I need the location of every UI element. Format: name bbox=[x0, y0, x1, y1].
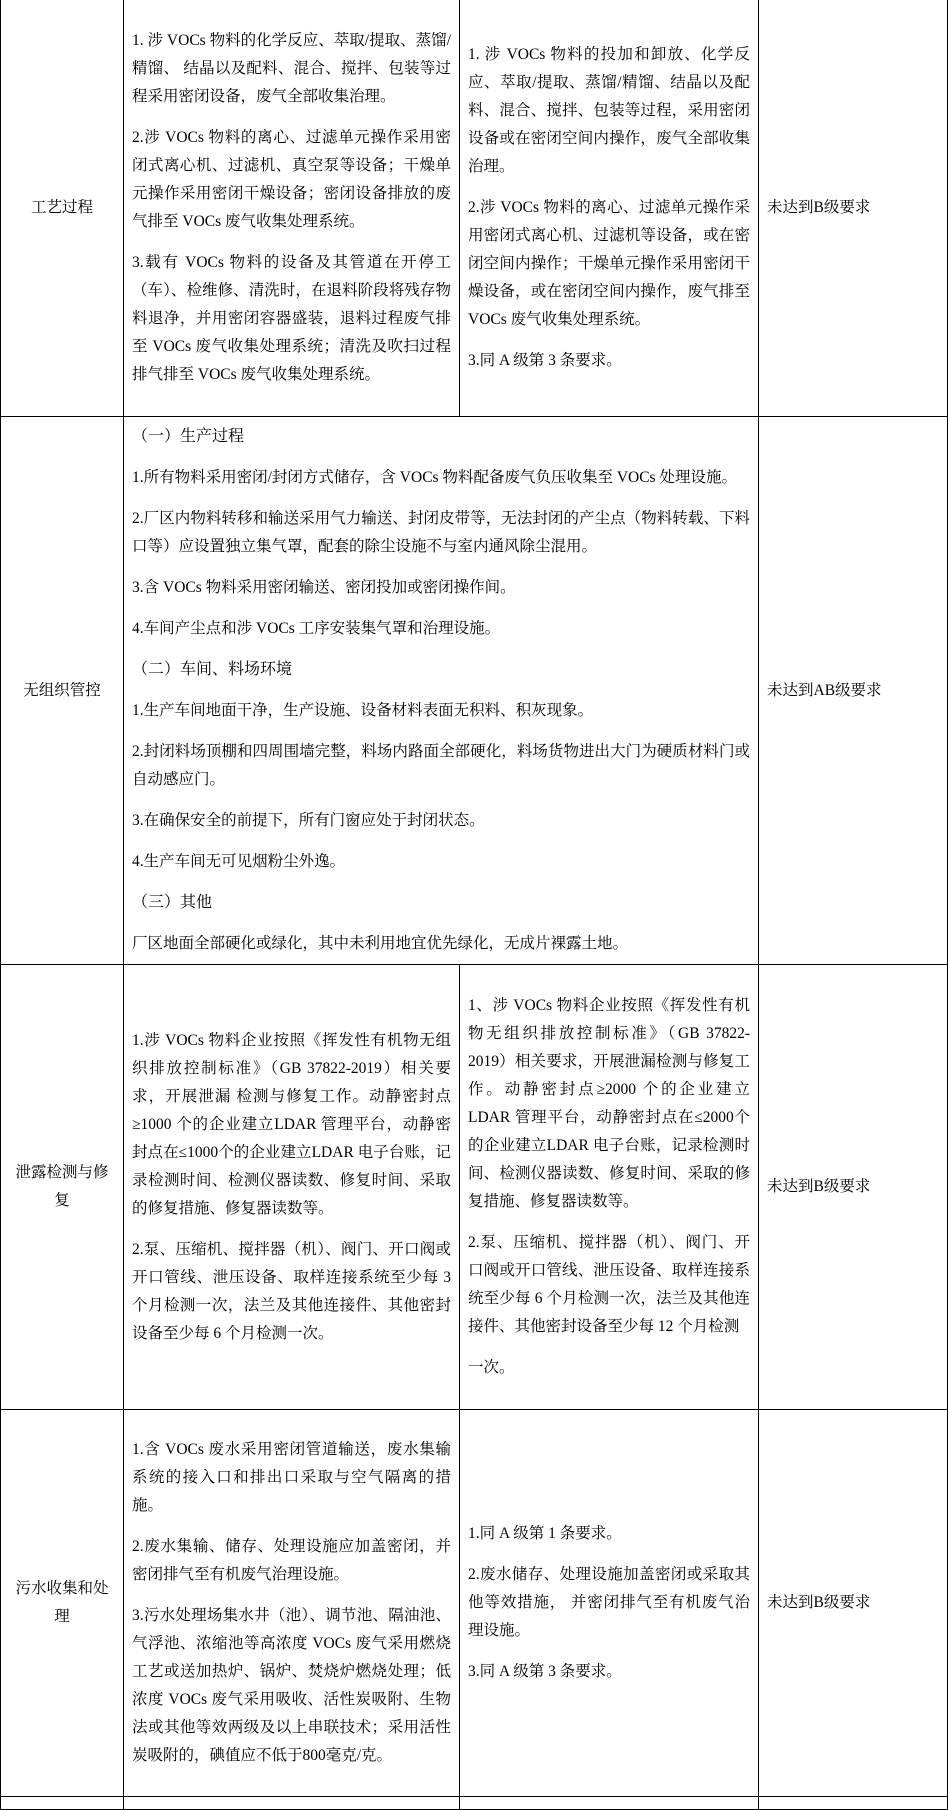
level-c-cell: 未达到B级要求 bbox=[759, 965, 948, 1410]
table-row bbox=[1, 417, 948, 965]
requirement-item: 厂区地面全部硬化或绿化，其中未利用地宜优先绿化，无成片裸露土地。 bbox=[132, 935, 629, 952]
requirement-item: 1. 涉 VOCs 物料的投加和卸放、化学反应、萃取/提取、蒸馏/精馏、结晶以及配料、混合、搅拌、包装等过程，采用密闭设备或在密闭空间内操作，废气全部收集治理。 bbox=[468, 46, 750, 175]
section-heading: （一）生产过程 bbox=[132, 428, 245, 445]
level-b-cell bbox=[460, 0, 759, 417]
merged-requirements-cell bbox=[124, 417, 759, 965]
level-b-cell bbox=[460, 965, 759, 1410]
requirement-item: 1.含 VOCs 废水采用密闭管道输送，废水集输系统的接入口和排出口采取与空气隔离的措施。 bbox=[132, 1441, 451, 1514]
requirement-item: 1.所有物料采用密闭/封闭方式储存，含 VOCs 物料配备废气负压收集至 VOCs 处理设施。 bbox=[132, 469, 737, 486]
requirement-item: 3.污水处理场集水井（池）、调节池、隔油池、气浮池、浓缩池等高浓度 VOCs 废气采用燃烧工艺或送加热炉、锅炉、焚烧炉燃烧处理；低浓度 VOCs 废气采用吸收、活性炭吸附、生物法或其他等效两级及以上串联技术；采用活性炭吸附的，碘值应不低于800毫克/克。 bbox=[132, 1607, 451, 1764]
empty-cell bbox=[1, 1797, 124, 1810]
requirement-item: 2.涉 VOCs 物料的离心、过滤单元操作采用密闭式离心机、过滤机、真空泵等设备；干燥单元操作采用密闭干燥设备；密闭设备排放的废气排至 VOCs 废气收集处理系统。 bbox=[132, 129, 451, 230]
requirement-item: 1. 涉 VOCs 物料的化学反应、萃取/提取、蒸馏/精馏、 结晶以及配料、混合、搅拌、包装等过程采用密闭设备，废气全部收集治理。 bbox=[132, 32, 451, 105]
requirement-item: 1.生产车间地面干净，生产设施、设备材料表面无积料、积灰现象。 bbox=[132, 702, 594, 719]
requirement-item: 4.车间产尘点和涉 VOCs 工序安装集气罩和治理设施。 bbox=[132, 620, 501, 637]
level-c-cell: 未达到AB级要求 bbox=[759, 417, 948, 965]
table-row bbox=[1, 1410, 948, 1797]
requirement-item: 1、涉 VOCs 物料企业按照《挥发性有机物无组织排放控制标准》（GB 37822-2019）相关要求，开展泄漏检测与修复工作。动静密封点≥2000 个的企业建立LDAR 管理平台，动静密封点在≤2000个的企业建立LDAR 电子台账，记录检测时间、检测仪器读数、修复时间、采取的修复措施、修复器读数等。 bbox=[468, 997, 750, 1210]
level-a-cell bbox=[124, 965, 460, 1410]
requirement-item: 3.同 A 级第 3 条要求。 bbox=[468, 352, 622, 369]
table-row bbox=[1, 965, 948, 1410]
requirement-item: 1.同 A 级第 1 条要求。 bbox=[468, 1525, 622, 1542]
level-a-cell bbox=[124, 1410, 460, 1797]
table-row-partial bbox=[1, 1797, 948, 1810]
requirement-item: 4.生产车间无可见烟粉尘外逸。 bbox=[132, 853, 346, 870]
section-heading: （三）其他 bbox=[132, 894, 213, 911]
empty-cell bbox=[460, 1797, 759, 1810]
level-c-cell: 未达到B级要求 bbox=[759, 1410, 948, 1797]
requirement-item: 2.泵、压缩机、搅拌器（机）、阀门、开口阀或开口管线、泄压设备、取样连接系统至少每 3 个月检测一次，法兰及其他连接件、其他密封设备至少每 6 个月检测一次。 bbox=[132, 1240, 451, 1342]
requirement-item: 3.在确保安全的前提下，所有门窗应处于封闭状态。 bbox=[132, 812, 485, 829]
requirement-item: 2.涉 VOCs 物料的离心、过滤单元操作采用密闭式离心机、过滤机等设备，或在密闭空间内操作；干燥单元操作采用密闭干燥设备，或在密闭空间内操作，废气排至 VOCs 废气收集处理系统。 bbox=[468, 199, 750, 328]
level-b-cell bbox=[460, 1410, 759, 1797]
category-cell: 工艺过程 bbox=[1, 0, 124, 417]
empty-cell bbox=[124, 1797, 460, 1810]
level-c-cell: 未达到B级要求 bbox=[759, 0, 948, 417]
category-cell: 污水收集和处理 bbox=[1, 1410, 124, 1797]
requirement-item: 2.封闭料场顶棚和四周围墙完整，料场内路面全部硬化，料场货物进出大门为硬质材料门或自动感应门。 bbox=[132, 743, 750, 788]
requirement-item: 1.涉 VOCs 物料企业按照《挥发性有机物无组织排放控制标准》（GB 37822-2019）相关要求，开展泄漏 检测与修复工作。动静密封点≥1000 个的企业建立LDAR 管理平台，动静密封点在≤1000个的企业建立LDAR 电子台账，记录检测时间、检测仪器读数、修复时间、采取的修复措施、修复器读数等。 bbox=[132, 1031, 451, 1217]
requirement-item: 3.同 A 级第 3 条要求。 bbox=[468, 1663, 622, 1680]
level-a-cell bbox=[124, 0, 460, 417]
requirement-item: 2.泵、压缩机、搅拌器（机）、阀门、开口阀或开口管线、泄压设备、取样连接系统至少每 6 个月检测一次，法兰及其他连接件、其他密封设备至少每 12 个月检测 bbox=[468, 1234, 750, 1335]
requirement-item: 2.废水储存、处理设施加盖密闭或采取其他等效措施， 并密闭排气至有机废气治理设施。 bbox=[468, 1566, 750, 1639]
requirement-item: 2.厂区内物料转移和输送采用气力输送、封闭皮带等，无法封闭的产尘点（物料转载、下料口等）应设置独立集气罩，配套的除尘设施不与室内通风除尘混用。 bbox=[132, 510, 750, 555]
requirement-item: 3.载有 VOCs 物料的设备及其管道在开停工（车）、检维修、清洗时，在退料阶段将残存物料退净，并用密闭容器盛装，退料过程废气排至 VOCs 废气收集处理系统；清洗及吹扫过程排气排至 VOCs 废气收集处理系统。 bbox=[132, 254, 451, 383]
requirement-item: 2.废水集输、储存、处理设施应加盖密闭，并密闭排气至有机废气治理设施。 bbox=[132, 1538, 451, 1583]
empty-cell bbox=[759, 1797, 948, 1810]
category-cell: 无组织管控 bbox=[1, 417, 124, 965]
section-heading: （二）车间、料场环境 bbox=[132, 661, 293, 678]
requirement-item: 3.含 VOCs 物料采用密闭输送、密闭投加或密闭操作间。 bbox=[132, 579, 516, 596]
requirement-item: 一次。 bbox=[468, 1359, 515, 1376]
table-row bbox=[1, 0, 948, 417]
category-cell: 泄露检测与修复 bbox=[1, 965, 124, 1410]
